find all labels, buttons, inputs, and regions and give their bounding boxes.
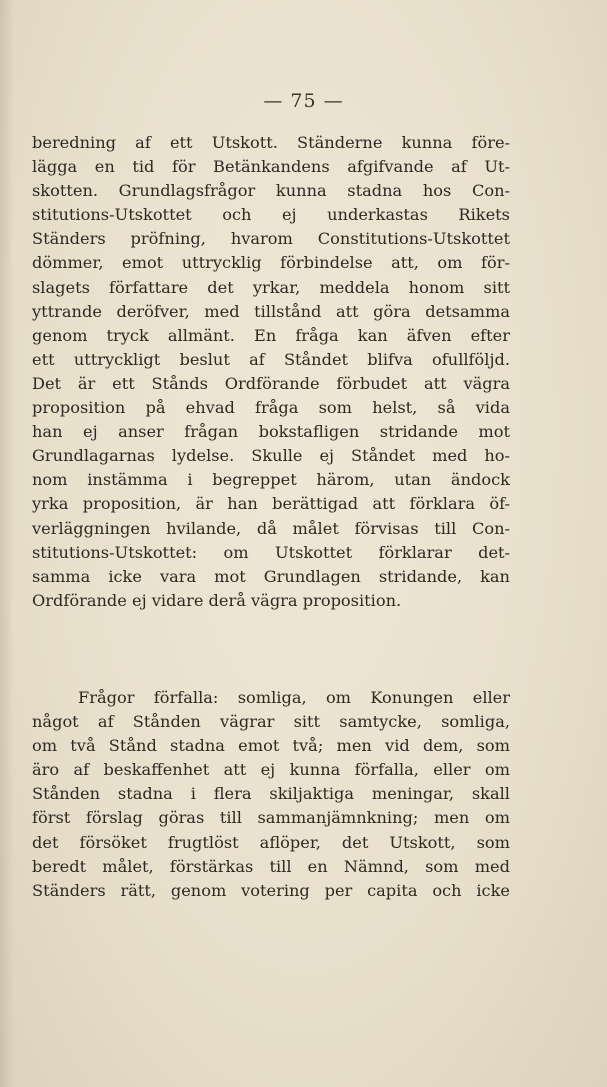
text-line: om två Stånd stadna emot två; men vid dem, som xyxy=(32,736,510,756)
text-line: han ej anser frågan bokstafligen stridande mot xyxy=(32,422,510,442)
text-line: äro af beskaffenhet att ej kunna förfalla, eller om xyxy=(32,760,510,780)
text-line: genom tryck allmänt. En fråga kan äfven efter xyxy=(32,325,510,345)
text-line: Frågor förfalla: somliga, om Konungen eller xyxy=(78,688,510,707)
paragraph-1 xyxy=(32,131,510,613)
text-line: Ordförande ej vidare derå vägra proposition. xyxy=(32,590,402,610)
text-line: nom instämma i begreppet härom, utan ändock xyxy=(32,470,510,490)
page-number: — 75 — xyxy=(263,90,344,112)
text-line: Ständers rätt, genom votering per capita och icke xyxy=(32,880,510,900)
text-line: beredning af ett Utskott. Ständerne kunna före- xyxy=(32,133,510,152)
text-line: yttrande deröfver, med tillstånd att göra detsamma xyxy=(32,301,510,321)
text-line: verläggningen hvilande, då målet förvisas till Con- xyxy=(32,518,510,538)
text-line: beredt målet, förstärkas till en Nämnd, som med xyxy=(32,856,510,876)
text-line: stitutions-Utskottet: om Utskottet förklarar det- xyxy=(32,542,510,562)
text-line: Stånden stadna i flera skiljaktiga meningar, skall xyxy=(32,784,510,804)
text-line: det försöket frugtlöst aflöper, det Utskott, som xyxy=(32,832,510,852)
text-line: något af Stånden vägrar sitt samtycke, somliga, xyxy=(32,712,510,732)
binding-shadow xyxy=(0,0,14,1087)
text-line: proposition på ehvad fråga som helst, så vida xyxy=(32,398,510,418)
text-line: samma icke vara mot Grundlagen stridande, kan xyxy=(32,566,510,586)
text-line: ett uttryckligt beslut af Ståndet blifva ofullföljd. xyxy=(32,349,510,369)
text-line: stitutions-Utskottet och ej underkastas Rikets xyxy=(32,205,510,225)
text-line: yrka proposition, är han berättigad att förklara öf- xyxy=(32,494,510,514)
text-line: Grundlagarnas lydelse. Skulle ej Ståndet med ho- xyxy=(32,446,510,466)
paragraph-2 xyxy=(32,686,510,903)
text-line: skotten. Grundlagsfrågor kunna stadna hos Con- xyxy=(32,181,510,201)
text-line: slagets författare det yrkar, meddela honom sitt xyxy=(32,277,510,297)
text-line: Ständers pröfning, hvarom Constitutions-Utskottet xyxy=(32,229,510,249)
text-line: lägga en tid för Betänkandens afgifvande af Ut- xyxy=(32,157,510,177)
text-line: Det är ett Stånds Ordförande förbudet att vägra xyxy=(32,373,510,393)
text-line: först förslag göras till sammanjämnkning; men om xyxy=(32,808,510,828)
text-line: dömmer, emot uttrycklig förbindelse att, om för- xyxy=(32,253,510,273)
